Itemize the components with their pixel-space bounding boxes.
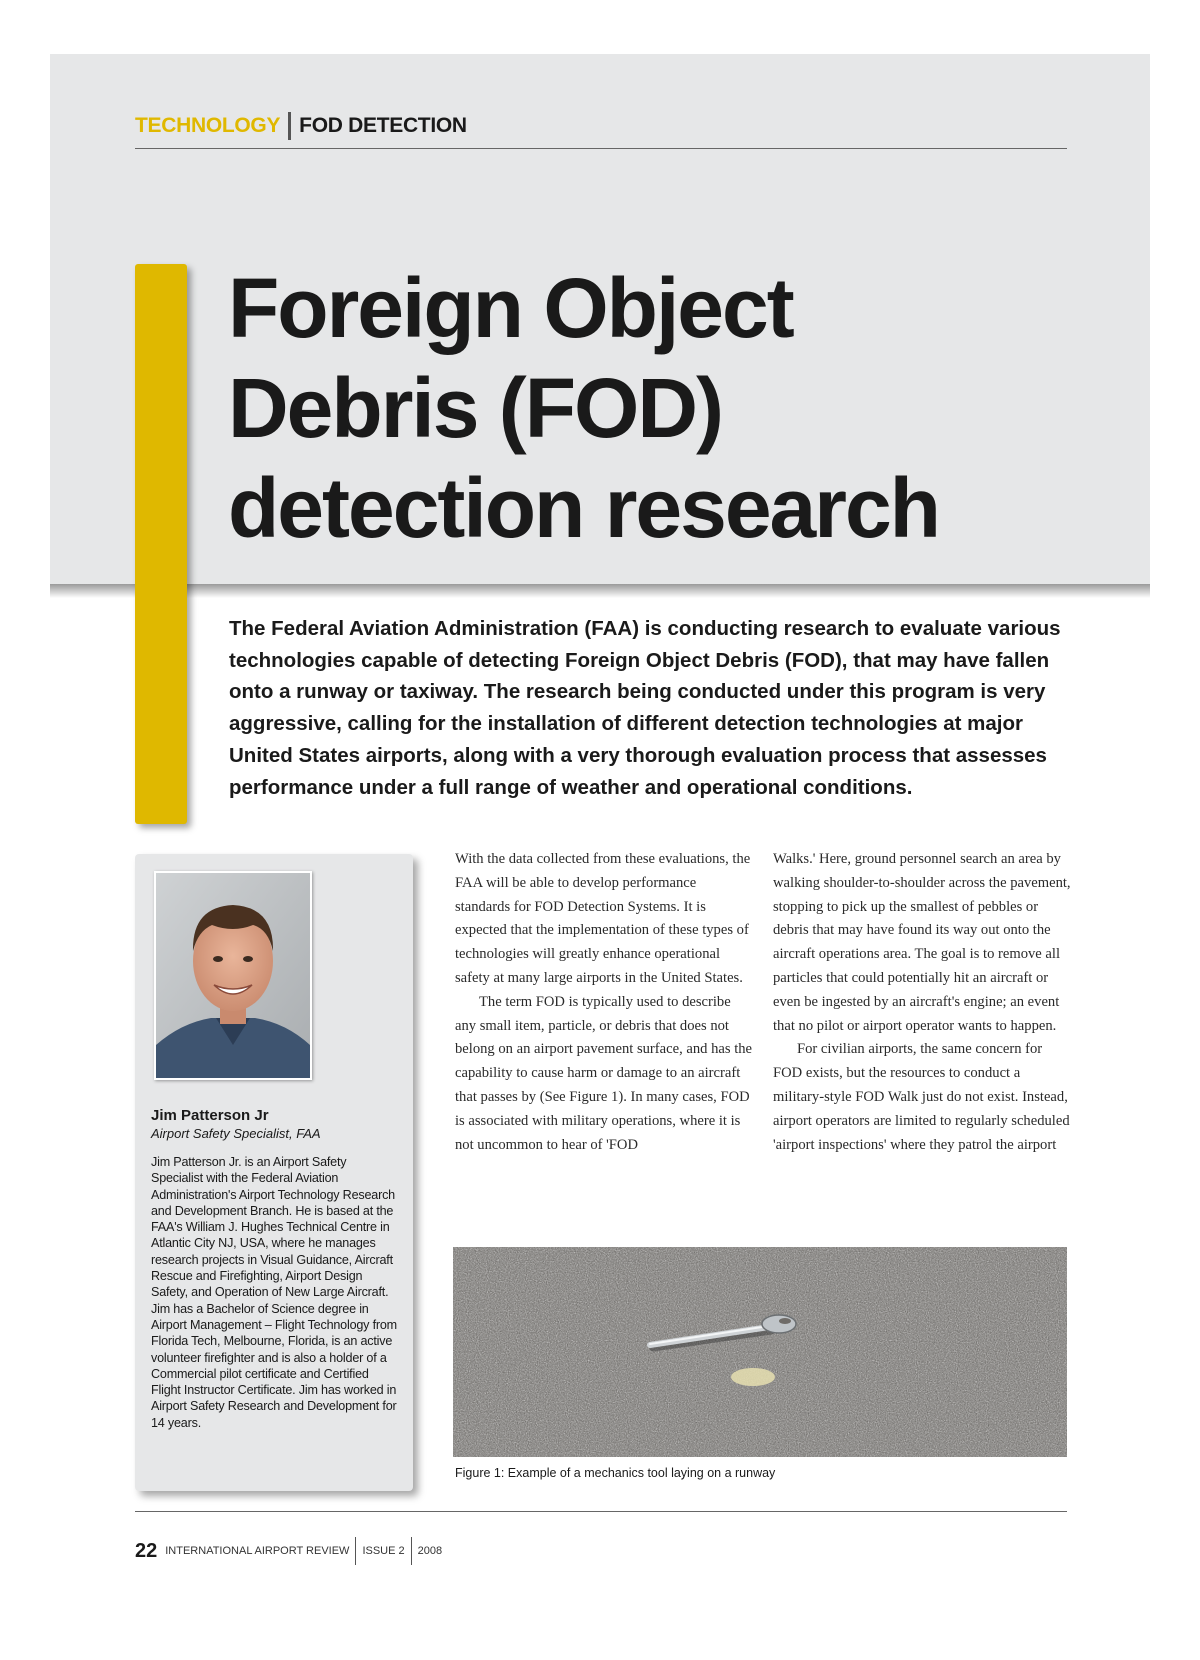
section-divider — [288, 112, 291, 140]
header-shadow — [50, 584, 1150, 598]
author-role: Airport Safety Specialist, FAA — [151, 1126, 321, 1141]
figure-caption: Figure 1: Example of a mechanics tool laying on a runway — [455, 1466, 776, 1480]
issue-year: 2008 — [417, 1545, 443, 1557]
section-label — [135, 112, 467, 140]
author-box — [135, 854, 413, 1491]
page-footer — [135, 1537, 442, 1565]
headline-line-3: detection research — [228, 461, 939, 555]
author-bio: Jim Patterson Jr. is an Airport Safety Specialist with the Federal Aviation Administration's Airport Technology Research and Development Branch. He is based at the FAA's William J. Hughes Technical Centre in Atlantic City NJ, USA, where he manages research projects in Visual Guidance, Aircraft Rescue and Firefighting, Airport Design Safety, and Operation of New Large Aircraft. Jim has a Bachelor of Science degree in Airport Management – Flight Technology from Florida Tech, Melbourne, Florida, is an active volunteer firefighter and is also a holder of a Commercial pilot certificate and Certified Flight Instructor Certificate. Jim has worked in Airport Safety Research and Development for 14 years. — [151, 1155, 397, 1430]
body-paragraph: For civilian airports, the same concern for FOD exists, but the resources to conduct a military-style FOD Walk just do not exist. Instead, airport operators are limited to regularly scheduled 'airport inspections' where they patrol the airport — [773, 1041, 1070, 1153]
body-paragraph: Walks.' Here, ground personnel search an area by walking shoulder-to-shoulder across the pavement, stopping to pick up the smallest of pebbles or debris that may have found its way out onto the aircraft operations area. The goal is to remove all particles that could potentially hit an aircraft or even be ingested by an aircraft's engine; an event that no pilot or airport operator wants to happen. — [773, 851, 1071, 1034]
body-column-2 — [773, 848, 1073, 1157]
footer-divider — [355, 1537, 356, 1565]
article-standfirst: The Federal Aviation Administration (FAA) is conducting research to evaluate various technologies capable of detecting Foreign Object Debris (FOD), that may have fallen onto a runway or taxiway. The research being conducted under this program is very aggressive, calling for the installation of different detection technologies at major United States airports, along with a very thorough evaluation process that assesses performance under a full range of weather and operational conditions. — [229, 617, 1061, 799]
figure-photo — [453, 1247, 1067, 1457]
headline-line-1: Foreign Object — [228, 261, 793, 355]
footer-divider — [411, 1537, 412, 1565]
body-paragraph: The term FOD is typically used to describe any small item, particle, or debris that does not belong on an airport pavement surface, and has the capability to cause harm or damage to an aircraft that passes by (See Figure 1). In many cases, FOD is associated with military operations, where it is not uncommon to hear of 'FOD — [455, 993, 753, 1153]
article-headline — [228, 258, 939, 558]
header-rule — [135, 148, 1067, 149]
issue-label: ISSUE 2 — [362, 1545, 405, 1557]
section-topic: FOD DETECTION — [299, 114, 467, 137]
accent-bar — [135, 264, 187, 824]
author-photo — [154, 871, 312, 1080]
footer-rule — [135, 1511, 1067, 1512]
page-number: 22 — [135, 1540, 158, 1562]
body-paragraph: With the data collected from these evaluations, the FAA will be able to develop performance standards for FOD Detection Systems. It is expected that the implementation of these types of technologies will greatly enhance operational safety at many large airports in the United States. — [455, 851, 751, 986]
author-name: Jim Patterson Jr — [151, 1107, 269, 1124]
publication-name: INTERNATIONAL AIRPORT REVIEW — [165, 1545, 350, 1557]
body-column-1 — [455, 848, 755, 1157]
headline-line-2: Debris (FOD) — [228, 361, 723, 455]
section-category: TECHNOLOGY — [135, 114, 281, 137]
